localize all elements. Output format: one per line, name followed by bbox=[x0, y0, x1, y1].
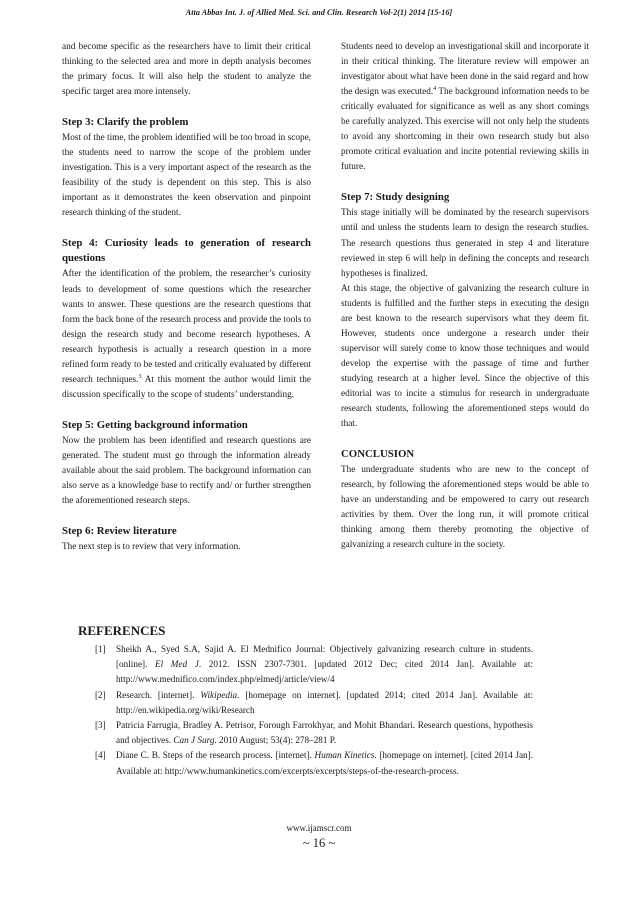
citation-marker: 4 bbox=[433, 86, 437, 93]
step4-paragraph bbox=[62, 267, 311, 402]
reference-journal: Human Kinetics bbox=[314, 750, 375, 761]
step5-paragraph: Now the problem has been identified and research questions are generated. The student must go through the information already available about the said problem. The background information can also serve as a knowledge base to rectify and/ or further strengthen the aforementioned research steps. bbox=[62, 435, 311, 507]
reference-text bbox=[116, 642, 533, 688]
references-list bbox=[95, 642, 533, 779]
left-column bbox=[62, 40, 311, 555]
reference-item bbox=[95, 688, 533, 718]
right-intro-after: The background information needs to be critically evaluated for significance as well as any short comings be carefully analyzed. This exercise will not only help the students to avoid any shortcoming in their own research study but also promote critical evaluation and incite potential reviewing skills in future. bbox=[341, 87, 589, 173]
conclusion-heading: CONCLUSION bbox=[341, 448, 415, 461]
reference-after: . 2010 August; 53(4): 278–281 P. bbox=[214, 735, 337, 746]
step7-heading: Step 7: Study designing bbox=[341, 191, 450, 204]
reference-number: [4] bbox=[95, 750, 106, 761]
step4-text-after: At this moment the author would limit the discussion specifically to the scope of students’ understanding. bbox=[62, 374, 311, 400]
step7-paragraph-1: This stage initially will be dominated by the research supervisors until and unless the students learn to design the research studies. The research questions thus generated in step 4 and literature reviewed in step 6 will help in defining the concepts and research hypotheses is finalized. bbox=[341, 208, 589, 279]
right-column bbox=[341, 40, 589, 553]
footer-url[interactable]: www.ijamscr.com bbox=[286, 823, 352, 833]
citation-marker: 3 bbox=[138, 373, 142, 380]
reference-journal: Can J Surg bbox=[173, 735, 215, 746]
reference-after[interactable]: . [homepage on internet]. [cited 2014 Jan]. Available at: http://www.humankinetics.com/excerpts/excerpts/steps-of-the-research-process. bbox=[116, 750, 534, 776]
reference-item bbox=[95, 748, 533, 778]
reference-number: [3] bbox=[95, 720, 106, 731]
reference-text bbox=[116, 688, 533, 718]
step3-paragraph: Most of the time, the problem identified will be too broad in scope, the students need to narrow the scope of the problem under investigation. This is a very important aspect of the research as the feasibility of the study is dependent on this step. This is also important as it demonstrates the keen observation and pinpoint research thinking of the student. bbox=[62, 133, 311, 219]
reference-text bbox=[116, 748, 533, 778]
step3-heading: Step 3: Clarify the problem bbox=[62, 116, 189, 129]
step6-heading: Step 6: Review literature bbox=[62, 525, 177, 538]
reference-after[interactable]: . 2012. ISSN 2307-7301. [updated 2012 Dec; cited 2014 Jan]. Available at: http://www.mednifico.com/index.php/elmedj/article/view/4 bbox=[116, 659, 533, 685]
reference-before: Diane C. B. Steps of the research process. [internet]. bbox=[116, 750, 315, 761]
reference-before: Sheikh A., Syed S.A, Sajid A. El Mednifico Journal: Objectively galvanizing research culture in students. [online]. bbox=[116, 644, 533, 670]
step6-paragraph: The next step is to review that very information. bbox=[62, 542, 241, 553]
running-header: Atta Abbas Int. J. of Allied Med. Sci. and Clin. Research Vol-2(1) 2014 [15-16] bbox=[185, 8, 453, 17]
reference-before: Patricia Farrugia, Bradley A. Petrisor, Forough Farrokhyar, and Mohit Bhandari. Research questions, hypothesis and objectives. bbox=[116, 720, 533, 746]
reference-text bbox=[116, 718, 533, 748]
left-intro-paragraph: and become specific as the researchers have to limit their critical thinking to the selected area and more in depth analysis becomes the primary focus. It will also help the student to analyze the specific target area more intensely. bbox=[62, 42, 311, 98]
page-number: ~ 16 ~ bbox=[302, 836, 336, 850]
reference-number: [1] bbox=[95, 644, 106, 654]
step5-heading: Step 5: Getting background information bbox=[62, 418, 248, 431]
reference-item bbox=[95, 642, 533, 688]
step4-heading: Step 4: Curiosity leads to generation of research questions bbox=[62, 237, 311, 265]
step7-paragraph-2: At this stage, the objective of galvanizing the research culture in students is fulfilled and the further steps in executing the design are best known to the research supervisors what they deem fit. However, students once undergone a research under their supervisor will surely come to know those techniques and would develop the expertise with the passage of time and further studying research at a higher level. Since the objective of this editorial was to incite a stimulus for research in undergraduate research students, following the aforementioned steps would do that. bbox=[341, 283, 589, 430]
reference-after[interactable]: . [homepage on internet]. [updated 2014; cited 2014 Jan]. Available at: http://en.wikipedia.org/wiki/Research bbox=[116, 689, 533, 715]
right-intro-before: Students need to develop an investigational skill and incorporate it in their critical thinking. The literature review will empower an investigator about what have been done in the said regard and how the design was executed. bbox=[341, 42, 589, 98]
step4-text-before: After the identification of the problem, the researcher’s curiosity leads to development of some questions which the researcher wants to answer. These questions are the research questions that form the back bone of the research process and provide the tools to design the research study and become research hypotheses. A research hypothesis is actually a research question in a more refined form ready to be tested and critically evaluated by different research techniques. bbox=[62, 269, 311, 385]
reference-number: [2] bbox=[95, 689, 106, 700]
reference-journal: Wikipedia bbox=[200, 689, 238, 700]
right-intro-paragraph bbox=[341, 40, 589, 175]
reference-before: Research. [internet]. bbox=[116, 689, 201, 700]
conclusion-paragraph: The undergraduate students who are new to the concept of research, by following the aforementioned steps would be able to have an understanding and be empowered to carry out research activities by them. Over the long run, it will promote critical thinking among them thereby promoting the objective of galvanizing a research culture in the society. bbox=[341, 465, 589, 551]
reference-item bbox=[95, 718, 533, 748]
references-title: REFERENCES bbox=[78, 623, 166, 638]
reference-journal: El Med J bbox=[155, 659, 199, 670]
